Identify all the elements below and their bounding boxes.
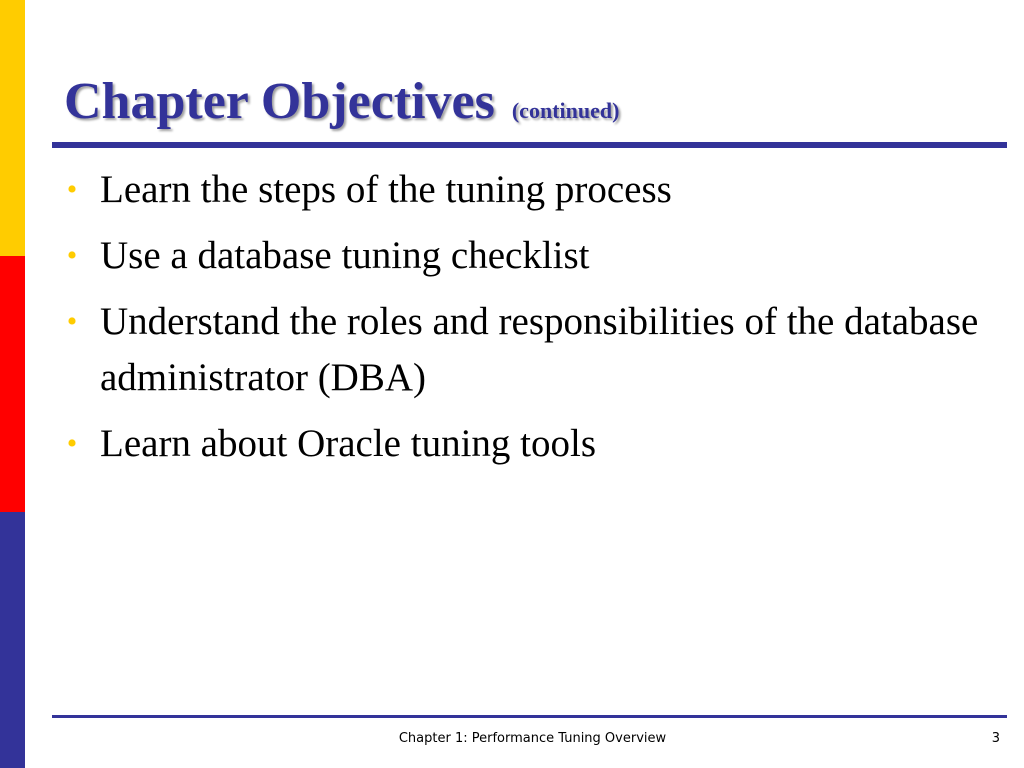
side-color-bar [0,0,25,768]
footer-divider [52,715,1007,718]
bullet-item [60,294,990,406]
bullet-dot-icon: • [66,239,78,272]
bullet-text: Learn the steps of the tuning process [100,168,672,211]
side-bar-red-segment [0,256,25,512]
side-bar-blue-segment [0,512,25,768]
bullet-text: Use a database tuning checklist [100,234,590,277]
footer-chapter-title: Chapter 1: Performance Tuning Overview [398,731,667,746]
side-bar-yellow-segment [0,0,25,256]
slide-number: 3 [991,731,1000,746]
bullet-item [60,416,990,472]
slide-title [64,72,619,141]
slide-title-suffix: (continued) [511,98,620,123]
slide-title-text: Chapter Objectives [64,73,495,130]
bullet-text: Understand the roles and responsibilities of the database administrator (DBA) [100,300,979,399]
bullet-dot-icon: • [66,173,78,206]
bullet-item [60,228,990,284]
title-divider [52,142,1007,148]
bullet-list [60,162,990,482]
bullet-text: Learn about Oracle tuning tools [100,422,597,465]
bullet-dot-icon: • [66,305,78,338]
bullet-dot-icon: • [66,427,78,460]
bullet-item [60,162,990,218]
